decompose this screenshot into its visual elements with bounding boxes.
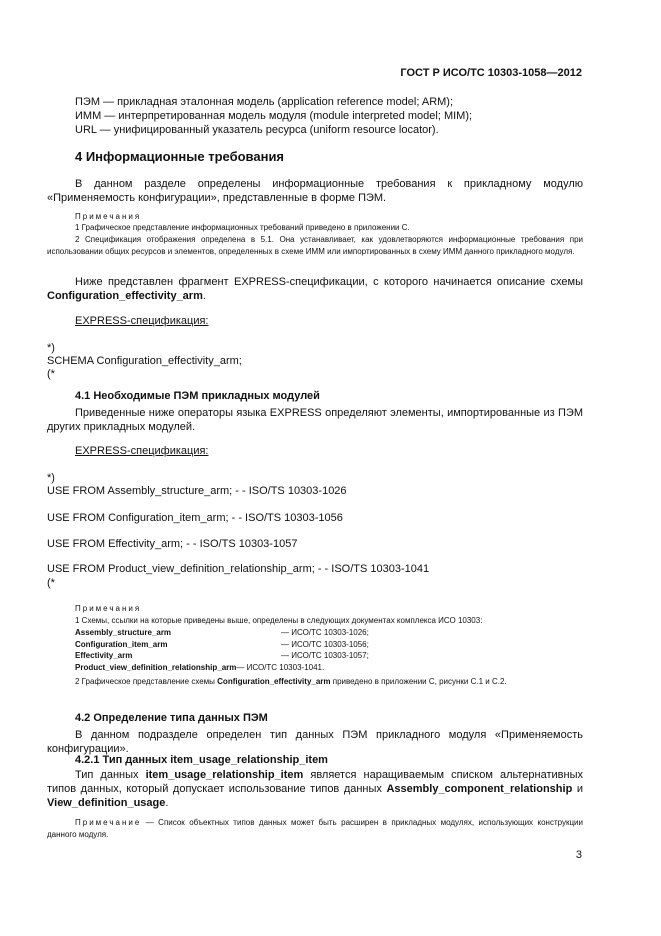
notes-title: Примечания <box>75 212 142 221</box>
fragment-intro: Ниже представлен фрагмент EXPRESS-спецификации, с которого начинается описание схемы Configuration_effectivity_arm. <box>47 276 583 302</box>
schema-doc: — ИСО/ТС 10303-1026; <box>281 628 369 637</box>
note: Примечание — Список объектных типов данных может быть расширен в прикладных модулях, использующих конструкции данного модуля. <box>47 818 583 839</box>
express-label: EXPRESS-спецификация: <box>75 315 209 327</box>
note-2: 2 Спецификация отображения определена в 5.1. Она устанавливает, как удовлетворяются информационные требования при использовании общих ресурсов и элементов, определенных в схеме ИММ или импортированных в схему ИММ данного прикладного модуля. <box>47 235 583 256</box>
schema-doc: — ИСО/ТС 10303-1056; <box>281 639 369 649</box>
list-item <box>75 627 369 639</box>
note-1: 1 Графическое представление информационных требований приведено в приложении С. <box>75 223 410 232</box>
list-item <box>75 662 369 674</box>
code-open: *) <box>47 342 55 354</box>
schema-doc: — ИСО/ТС 10303-1041. <box>236 662 325 672</box>
use-statement: USE FROM Configuration_item_arm; - - ISO/TS 10303-1056 <box>47 512 343 524</box>
abbrev-mim: ИММ — интерпретированная модель модуля (module interpreted model; MIM); <box>75 110 473 122</box>
abbrev-url: URL — унифицированный указатель ресурса (uniform resource locator). <box>75 124 439 136</box>
section-4-1-text: Приведенные ниже операторы языка EXPRESS определяют элементы, импортированные из ПЭМ других прикладных модулей. <box>47 407 583 433</box>
list-item <box>75 639 369 651</box>
note-2: 2 Графическое представление схемы Configuration_effectivity_arm приведено в приложении С, рисунки С.1 и С.2. <box>75 677 507 686</box>
section-4-intro: В данном разделе определены информационные требования к прикладному модулю «Применяемость конфигурации», представленные в форме ПЭМ. <box>47 178 583 204</box>
schema-name: Configuration_item_arm <box>75 639 168 649</box>
schema-name: Product_view_definition_relationship_arm <box>75 662 237 672</box>
code-close: (* <box>47 577 55 589</box>
page-number: 3 <box>575 849 582 861</box>
use-statement: USE FROM Effectivity_arm; - - ISO/TS 10303-1057 <box>47 538 298 550</box>
code-schema: SCHEMA Configuration_effectivity_arm; <box>47 355 242 367</box>
notes-title: Примечания <box>75 604 142 613</box>
use-statement: USE FROM Assembly_structure_arm; - - ISO/TS 10303-1026 <box>47 485 347 497</box>
section-4-2-text: В данном подразделе определен тип данных ПЭМ прикладного модуля «Применяемость конфигурации». <box>47 729 583 755</box>
section-4-2-title: 4.2 Определение типа данных ПЭМ <box>75 712 268 724</box>
schema-reference-list <box>75 627 369 673</box>
schema-name: Effectivity_arm <box>75 651 133 660</box>
schema-name: Assembly_structure_arm <box>75 628 172 637</box>
section-4-1-title: 4.1 Необходимые ПЭМ прикладных модулей <box>75 390 320 402</box>
section-4-title: 4 Информационные требования <box>75 149 285 164</box>
use-statement: USE FROM Product_view_definition_relationship_arm; - - ISO/TS 10303-1041 <box>47 563 430 575</box>
note-1: 1 Схемы, ссылки на которые приведены выше, определены в следующих документах комплекса ИСО 10303: <box>75 616 483 625</box>
code-open: *) <box>47 472 55 484</box>
schema-doc: — ИСО/ТС 10303-1057; <box>281 651 369 660</box>
list-item <box>75 650 369 662</box>
document-header: ГОСТ Р ИСО/ТС 10303-1058—2012 <box>400 67 582 79</box>
section-4-2-1-title: 4.2.1 Тип данных item_usage_relationship_item <box>75 754 328 766</box>
section-4-2-1-text: Тип данных item_usage_relationship_item является наращиваемым списком альтернативных типов данных, который допускает использование типов данных Assembly_component_relationship и View_definition_usage. <box>47 769 583 809</box>
code-close: (* <box>47 368 55 380</box>
abbrev-arm: ПЭМ — прикладная эталонная модель (application reference model; ARM); <box>75 96 454 108</box>
express-label: EXPRESS-спецификация: <box>75 445 209 457</box>
